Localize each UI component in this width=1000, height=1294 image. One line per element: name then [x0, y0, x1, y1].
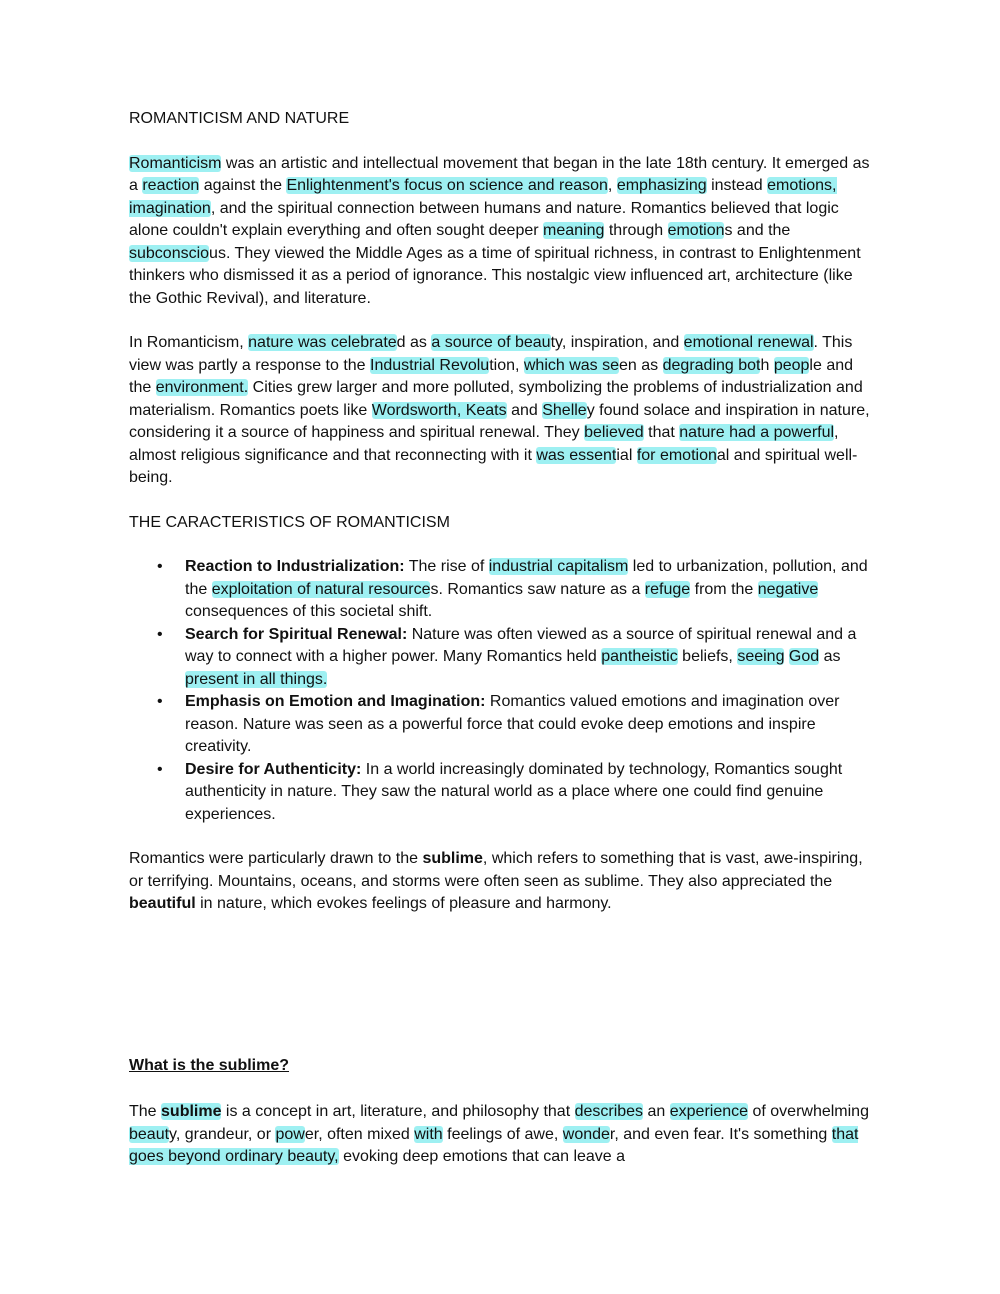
- highlighted-text: a source of beau: [431, 334, 551, 351]
- highlighted-text: with: [414, 1125, 443, 1143]
- highlighted-text: Enlightenment's focus on science and reason: [286, 177, 608, 194]
- document-page: [129, 108, 871, 1169]
- highlighted-text: for emotion: [636, 446, 717, 464]
- highlighted-text: nature had a powerful: [679, 424, 835, 441]
- highlighted-text: wonde: [562, 1125, 610, 1143]
- text-run: consequences of this societal shift.: [185, 603, 433, 620]
- text-run: In Romanticism,: [129, 334, 249, 351]
- text-run: from the: [690, 580, 758, 598]
- highlighted-text: believed: [584, 424, 644, 441]
- highlighted-text: peop: [773, 356, 810, 374]
- highlighted-text: seeing: [737, 648, 785, 665]
- list-item: [129, 691, 871, 759]
- text-run: The: [129, 1103, 162, 1120]
- text-run: Nature was often viewed as a source of spiritual renewal and a way to connect with a higher power. Many Romantics held: [185, 625, 857, 665]
- highlighted-text: that goes beyond ordinary beauty,: [129, 1125, 859, 1165]
- highlighted-text: industrial capitalism: [488, 558, 629, 575]
- highlighted-text: pantheistic: [601, 648, 678, 665]
- text-run: us. They viewed the Middle Ages as a time of spiritual richness, in contrast to Enlightenment thinkers who dismissed it as a period of ignorance. This nostalgic view influenced art, architecture (like the Gothic Revival), and literature.: [129, 244, 861, 307]
- text-run: , which refers to something that is vast, awe-inspiring, or terrifying. Mountains, oceans, and storms were often seen as sublime. They also appreciated the: [129, 850, 863, 890]
- paragraph-sublime-beautiful: [129, 848, 871, 916]
- highlighted-text: emotions, imagination: [129, 177, 837, 217]
- highlighted-text: environment.: [155, 379, 249, 396]
- paragraph-intro: [129, 153, 871, 311]
- text-run: The rise of: [404, 558, 489, 575]
- section-subtitle: THE CARACTERISTICS OF ROMANTICISM: [129, 513, 450, 531]
- text-run: through: [604, 222, 668, 239]
- highlighted-text: Shelle: [542, 401, 587, 419]
- text-run: er, often mixed: [304, 1125, 415, 1143]
- highlighted-text: emotional renewal: [683, 334, 814, 351]
- highlighted-text: Wordsworth, Keats: [371, 401, 507, 419]
- text-run: In a world increasingly dominated by technology, Romantics sought authenticity in nature. They saw the natural world as a place where one could find genuine experiences.: [185, 760, 843, 823]
- paragraph-sublime-definition: [129, 1101, 871, 1169]
- section-heading: What is the sublime?: [129, 1056, 290, 1074]
- text-run: h: [760, 356, 774, 374]
- highlighted-text: sublime: [161, 1103, 222, 1120]
- text-run: beliefs,: [677, 648, 738, 665]
- text-run: Cities grew larger and more polluted, symbolizing the problems of industrialization and materialism. Romantics poets like: [129, 379, 863, 419]
- text-run: Romantics valued emotions and imagination over reason. Nature was seen as a powerful force that could evoke deep emotions and inspire creativity.: [185, 693, 840, 755]
- text-run: was an artistic and intellectual movement that began in the late 18th century. It emerged as a: [129, 154, 870, 194]
- bullet-label: Search for Spiritual Renewal:: [185, 625, 408, 643]
- text-run: ,: [607, 177, 617, 194]
- highlighted-text: Industrial Revolu: [370, 356, 490, 374]
- text-run: is a concept in art, literature, and philosophy that: [221, 1103, 575, 1120]
- text-run: , and the spiritual connection between humans and nature. Romantics believed that logic alone couldn't explain everything and often sought deeper: [129, 199, 839, 239]
- highlighted-text: emotion: [667, 222, 725, 239]
- text-run: ial: [616, 446, 637, 464]
- text-run: that: [643, 424, 680, 441]
- text-run: and: [506, 401, 543, 419]
- text-run: y, grandeur, or: [169, 1125, 276, 1143]
- text-run: s and the: [724, 222, 791, 239]
- list-item: [129, 759, 871, 827]
- text-run: al and spiritual well-being.: [129, 446, 858, 486]
- list-item: [129, 556, 871, 624]
- text-run: of overwhelming: [748, 1103, 869, 1120]
- text-run: s. Romantics saw nature as a: [430, 580, 645, 598]
- highlighted-text: exploitation of natural resource: [211, 580, 431, 598]
- text-run: led to urbanization, pollution, and the: [185, 558, 868, 598]
- text-run: en as: [619, 356, 663, 374]
- bullet-label: Reaction to Industrialization:: [185, 558, 405, 575]
- highlighted-text: describes: [574, 1103, 644, 1120]
- document-title: ROMANTICISM AND NATURE: [129, 110, 350, 127]
- bullet-label: Desire for Authenticity:: [185, 760, 362, 778]
- highlighted-text: was essent: [536, 446, 617, 464]
- text-run: instead: [706, 177, 768, 194]
- highlighted-text: meaning: [543, 222, 605, 239]
- text-run: against the: [199, 177, 287, 194]
- paragraph-nature: [129, 332, 871, 490]
- highlighted-text: beaut: [129, 1125, 170, 1143]
- highlighted-text: pow: [275, 1125, 305, 1143]
- bold-text: sublime: [422, 850, 483, 867]
- highlighted-text: Romanticism: [129, 154, 222, 172]
- text-run: in nature, which evokes feelings of pleasure and harmony.: [195, 895, 612, 912]
- highlighted-text: which was se: [523, 356, 620, 374]
- text-run: r, and even fear. It's something: [609, 1125, 832, 1143]
- highlighted-text: experience: [669, 1103, 749, 1120]
- highlighted-text: negative: [757, 580, 819, 598]
- text-run: le and the: [129, 356, 854, 396]
- highlighted-text: nature was celebrate: [248, 334, 397, 351]
- text-run: . This view was partly a response to the: [129, 334, 853, 374]
- highlighted-text: refuge: [644, 580, 691, 598]
- text-run: ty, inspiration, and: [550, 334, 684, 351]
- highlighted-text: reaction: [142, 177, 200, 194]
- text-run: d as: [396, 334, 432, 351]
- highlighted-text: subconscio: [129, 244, 210, 262]
- highlighted-text: emphasizing: [616, 177, 707, 194]
- bullet-label: Emphasis on Emotion and Imagination:: [185, 693, 486, 710]
- text-run: y found solace and inspiration in nature, considering it a source of happiness and spiritual renewal. They: [129, 401, 870, 441]
- text-run: evoking deep emotions that can leave a: [338, 1148, 626, 1165]
- characteristics-list: [129, 556, 871, 826]
- text-run: tion,: [489, 356, 524, 374]
- highlighted-text: present in all things.: [185, 670, 328, 688]
- highlighted-text: degrading bot: [662, 356, 761, 374]
- bold-text: beautiful: [129, 895, 196, 912]
- text-run: an: [643, 1103, 670, 1120]
- list-item: [129, 624, 871, 692]
- text-run: Romantics were particularly drawn to the: [129, 850, 423, 867]
- text-run: as: [819, 648, 841, 665]
- text-run: feelings of awe,: [442, 1125, 563, 1143]
- highlighted-text: God: [788, 648, 820, 665]
- text-run: , almost religious significance and that reconnecting with it: [129, 424, 839, 464]
